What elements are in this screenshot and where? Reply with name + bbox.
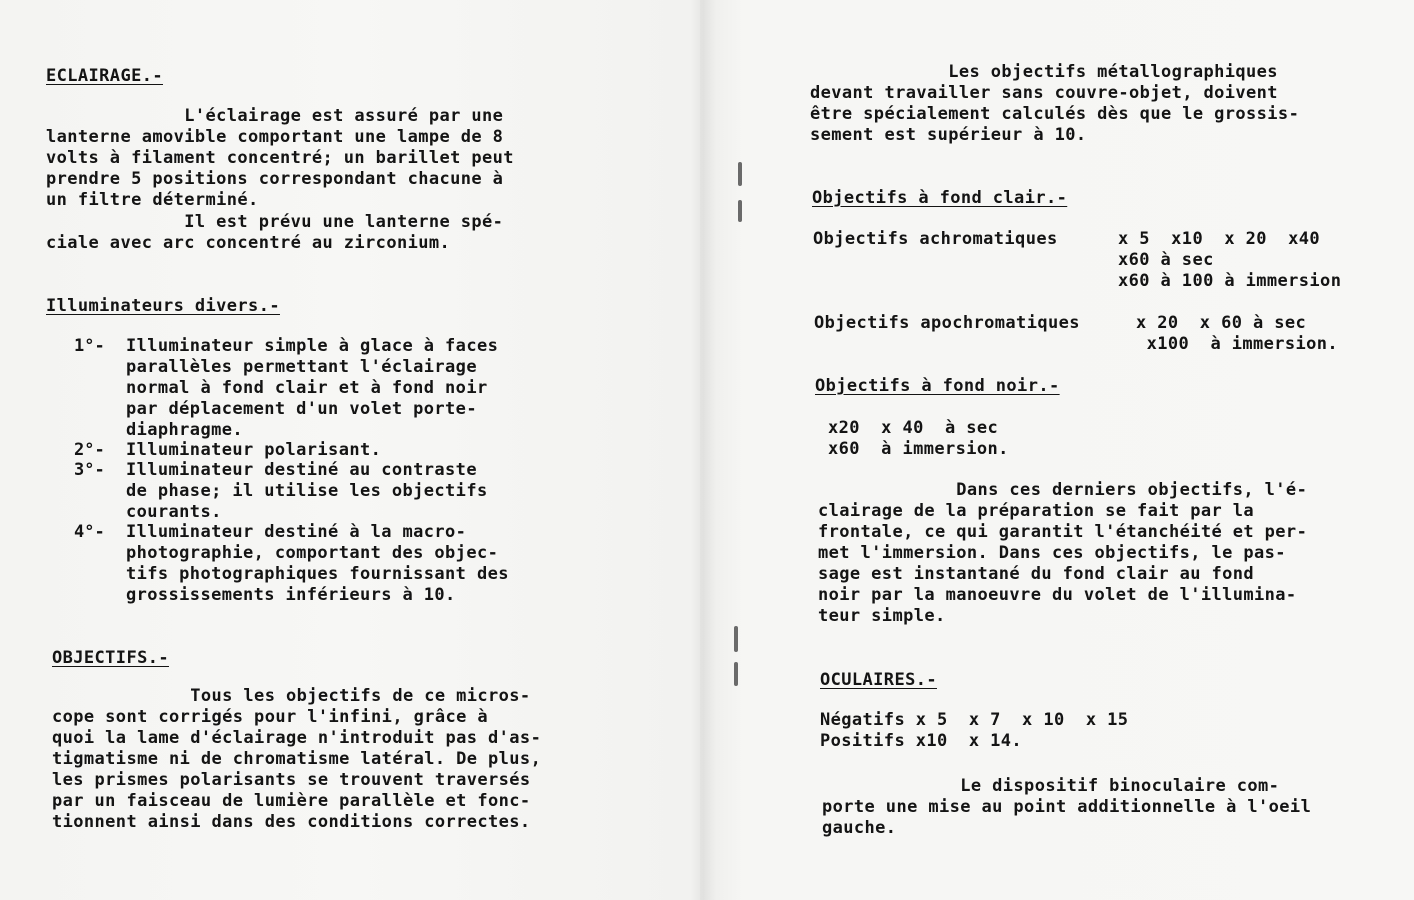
text-line: grossissements inférieurs à 10.: [126, 585, 456, 605]
text-line: frontale, ce qui garantit l'étanchéité et per-: [818, 522, 1308, 542]
text-line: porte une mise au point additionnelle à l'oeil: [822, 797, 1312, 817]
text-line: x60 à 100 à immersion: [1118, 271, 1342, 291]
oculaires-values: [820, 710, 1128, 752]
fond-clair-heading: Objectifs à fond clair.-: [812, 188, 1068, 208]
illuminateurs-heading: Illuminateurs divers.-: [46, 296, 280, 316]
text-line: par déplacement d'un volet porte-: [126, 399, 477, 419]
text-line: L'éclairage est assuré par une: [46, 106, 504, 126]
achromatic-values: [1118, 229, 1341, 292]
binding-mark: [734, 626, 738, 652]
text-line: x60 à immersion.: [828, 439, 1009, 459]
text-line: gauche.: [822, 818, 897, 838]
text-line: Négatifs x 5 x 7 x 10 x 15: [820, 710, 1129, 730]
binding-mark: [738, 200, 742, 222]
text-line: un filtre déterminé.: [46, 190, 259, 210]
text-line: Il est prévu une lanterne spé-: [46, 212, 504, 232]
text-line: les prismes polarisants se trouvent traversés: [52, 770, 531, 790]
text-line: Tous les objectifs de ce micros-: [52, 686, 531, 706]
text-line: tionnent ainsi dans des conditions correctes.: [52, 812, 531, 832]
apochromatic-values: [1136, 313, 1338, 355]
oculaires-paragraph: [822, 776, 1311, 839]
text-line: Illuminateur destiné au contraste: [126, 460, 477, 480]
text-line: être spécialement calculés dès que le grossis-: [810, 104, 1300, 124]
eclairage-paragraph-1: [46, 106, 514, 211]
text-line: de phase; il utilise les objectifs: [126, 481, 488, 501]
text-line: tifs photographiques fournissant des: [126, 564, 509, 584]
text-line: cope sont corrigés pour l'infini, grâce à: [52, 707, 489, 727]
text-line: noir par la manoeuvre du volet de l'illumina-: [818, 585, 1297, 605]
text-line: x20 x 40 à sec: [828, 418, 999, 438]
objectifs-heading: OBJECTIFS.-: [52, 648, 169, 668]
text-line: Le dispositif binoculaire com-: [822, 776, 1280, 796]
text-line: quoi la lame d'éclairage n'introduit pas d'as-: [52, 728, 542, 748]
text-line: par un faisceau de lumière parallèle et fonc-: [52, 791, 531, 811]
fond-noir-paragraph: [818, 480, 1307, 627]
item-number: 3°-: [74, 460, 105, 480]
text-line: met l'immersion. Dans ces objectifs, le pas-: [818, 543, 1286, 563]
text-line: parallèles permettant l'éclairage: [126, 357, 477, 377]
item-number: 2°-: [74, 440, 105, 460]
eclairage-heading: ECLAIRAGE.-: [46, 66, 163, 86]
fond-noir-heading: Objectifs à fond noir.-: [815, 376, 1060, 396]
text-line: photographie, comportant des objec-: [126, 543, 499, 563]
text-line: sement est supérieur à 10.: [810, 125, 1087, 145]
text-line: sage est instantané du fond clair au fond: [818, 564, 1255, 584]
text-line: teur simple.: [818, 606, 946, 626]
fond-noir-values: [828, 418, 1009, 460]
text-line: Les objectifs métallographiques: [810, 62, 1278, 82]
text-line: x 20 x 60 à sec: [1136, 313, 1307, 333]
item-number: 1°-: [74, 336, 105, 356]
text-line: Illuminateur destiné à la macro-: [126, 522, 467, 542]
eclairage-paragraph-2: [46, 212, 503, 254]
binding-mark: [738, 162, 742, 186]
text-line: Dans ces derniers objectifs, l'é-: [818, 480, 1308, 500]
page-gutter: [690, 0, 716, 900]
oculaires-heading: OCULAIRES.-: [820, 670, 937, 690]
text-line: lanterne amovible comportant une lampe de 8: [46, 127, 504, 147]
binding-mark: [734, 662, 738, 686]
text-line: ciale avec arc concentré au zirconium.: [46, 233, 451, 253]
text-line: diaphragme.: [126, 420, 243, 440]
text-line: Illuminateur polarisant.: [126, 440, 382, 460]
text-line: x100 à immersion.: [1136, 334, 1339, 354]
text-line: devant travailler sans couvre-objet, doivent: [810, 83, 1278, 103]
text-line: prendre 5 positions correspondant chacune à: [46, 169, 504, 189]
text-line: x 5 x10 x 20 x40: [1118, 229, 1321, 249]
text-line: x60 à sec: [1118, 250, 1214, 270]
text-line: Positifs x10 x 14.: [820, 731, 1023, 751]
apochromatic-label: Objectifs apochromatiques: [814, 313, 1080, 333]
item-number: 4°-: [74, 522, 105, 542]
objectifs-paragraph: [52, 686, 541, 833]
text-line: clairage de la préparation se fait par la: [818, 501, 1255, 521]
text-line: normal à fond clair et à fond noir: [126, 378, 488, 398]
text-line: courants.: [126, 502, 222, 522]
achromatic-label: Objectifs achromatiques: [813, 229, 1058, 249]
text-line: tigmatisme ni de chromatisme latéral. De plus,: [52, 749, 542, 769]
text-line: Illuminateur simple à glace à faces: [126, 336, 499, 356]
metallographic-intro: [810, 62, 1299, 146]
text-line: volts à filament concentré; un barillet peut: [46, 148, 514, 168]
